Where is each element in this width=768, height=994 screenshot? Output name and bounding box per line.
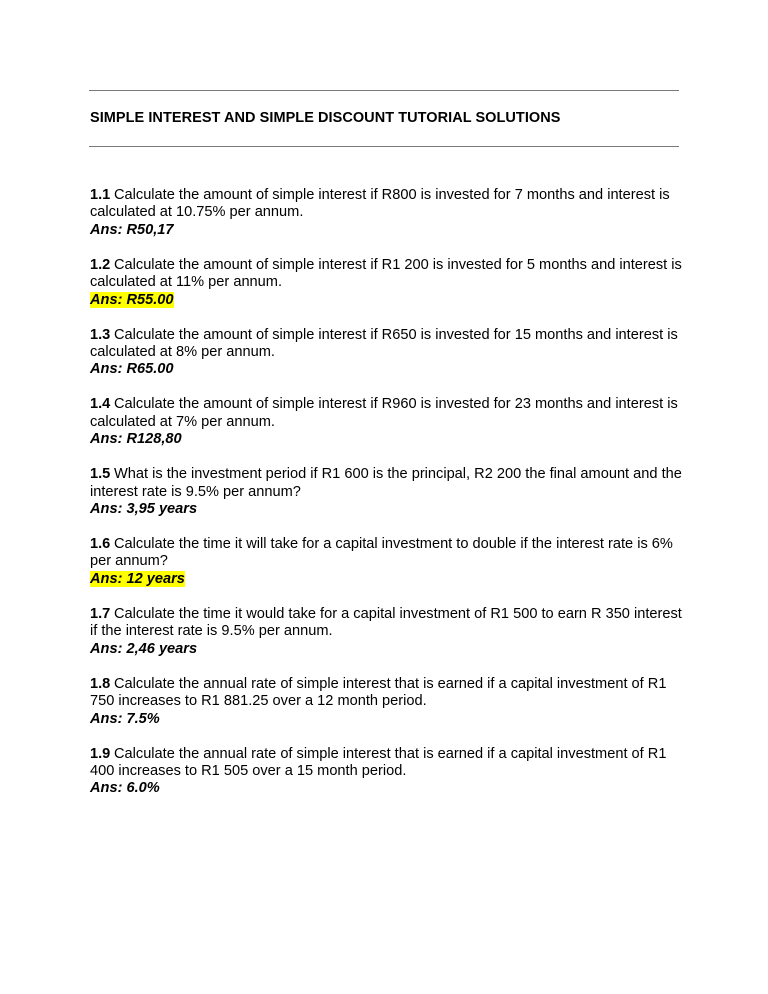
question-number: 1.2 xyxy=(90,256,111,273)
top-divider xyxy=(89,90,679,91)
question-text: Calculate the annual rate of simple interest that is earned if a capital investment of R1 750 increases to R1 881.25 over a 12 month period. xyxy=(90,675,667,710)
question-text: Calculate the amount of simple interest if R960 is invested for 23 months and interest is calculated at 7% per annum. xyxy=(90,396,678,430)
answer-text: Ans: R65.00 xyxy=(90,361,174,378)
question-item xyxy=(90,327,685,379)
answer-text: Ans: 3,95 years xyxy=(90,501,198,518)
question-text: Calculate the amount of simple interest if R650 is invested for 15 months and interest is calculated at 8% per annum. xyxy=(90,326,678,361)
question-number: 1.3 xyxy=(90,326,111,343)
highlighted-answer: Ans: R55.00 xyxy=(90,291,174,308)
question-text: Calculate the time it will take for a capital investment to double if the interest rate is 6% per annum? xyxy=(90,536,673,570)
question-text: Calculate the amount of simple interest if R1 200 is invested for 5 months and interest is calculated at 11% per annum. xyxy=(90,256,682,291)
highlighted-answer: Ans: 12 years xyxy=(90,570,185,587)
question-list xyxy=(90,187,685,815)
question-number: 1.1 xyxy=(90,187,111,203)
answer-line xyxy=(90,780,685,797)
question-item xyxy=(90,257,685,309)
question-number: 1.8 xyxy=(90,675,111,692)
question-item xyxy=(90,396,685,448)
answer-text: Ans: R50,17 xyxy=(90,221,174,238)
question-number: 1.7 xyxy=(90,605,111,622)
question-item xyxy=(90,746,685,798)
question-number: 1.9 xyxy=(90,745,111,762)
answer-text: Ans: 7.5% xyxy=(90,710,160,727)
question-text: Calculate the annual rate of simple interest that is earned if a capital investment of R1 400 increases to R1 505 over a 15 month period. xyxy=(90,745,667,779)
answer-text: Ans: 2,46 years xyxy=(90,640,198,657)
question-item xyxy=(90,466,685,518)
answer-text: Ans: 6.0% xyxy=(90,780,160,797)
answer-line xyxy=(90,711,685,728)
question-item xyxy=(90,536,685,588)
question-number: 1.6 xyxy=(90,536,111,553)
page-title: SIMPLE INTEREST AND SIMPLE DISCOUNT TUTORIAL SOLUTIONS xyxy=(90,110,561,126)
answer-line xyxy=(90,361,685,378)
answer-line xyxy=(90,571,685,588)
answer-text: Ans: R128,80 xyxy=(90,431,182,448)
question-number: 1.5 xyxy=(90,466,111,483)
question-number: 1.4 xyxy=(90,396,111,413)
question-text: Calculate the time it would take for a capital investment of R1 500 to earn R 350 interest if the interest rate is 9.5% per annum. xyxy=(90,605,682,640)
question-text: What is the investment period if R1 600 is the principal, R2 200 the final amount and the interest rate is 9.5% per annum? xyxy=(90,466,682,500)
answer-line xyxy=(90,292,685,309)
question-item xyxy=(90,606,685,658)
answer-line xyxy=(90,641,685,658)
answer-line xyxy=(90,431,685,448)
question-text: Calculate the amount of simple interest if R800 is invested for 7 months and interest is calculated at 10.75% per annum. xyxy=(90,187,670,221)
question-item xyxy=(90,187,685,239)
answer-line xyxy=(90,222,685,239)
bottom-divider xyxy=(89,146,679,147)
answer-line xyxy=(90,501,685,518)
question-item xyxy=(90,676,685,728)
